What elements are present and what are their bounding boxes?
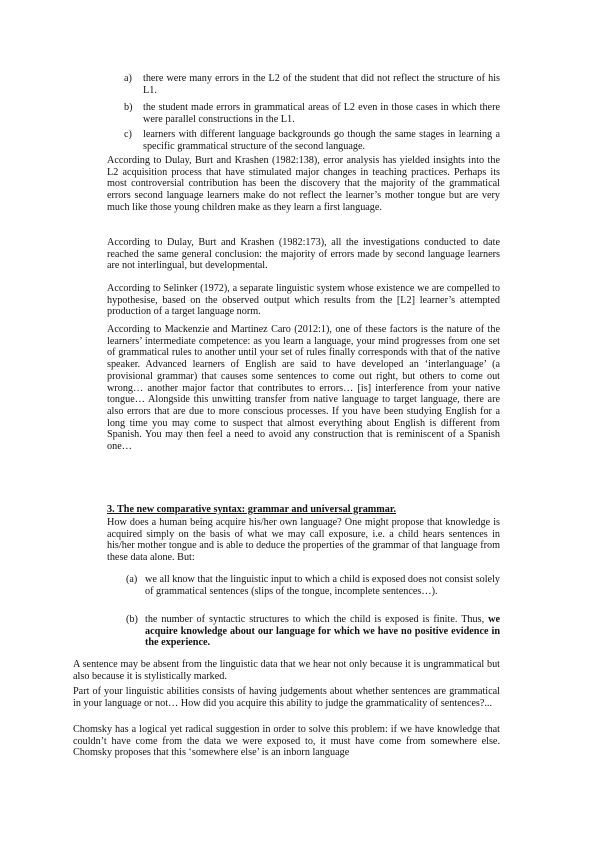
list-item-label: a) <box>124 73 132 84</box>
list-item-label: (a) <box>126 574 138 585</box>
paragraph: Part of your linguistic abilities consists of having judgements about whether sentences are grammatical in your language or not… How did you acquire this ability to judge the grammaticality of sentences?... <box>73 686 500 709</box>
emphasis-text: we acquire knowledge about our language for which we have no positive evidence in the experience. <box>145 614 501 649</box>
paragraph: How does a human being acquire his/her own language? One might propose that knowledge is acquired simply on the basis of what we may call exposure, i.e. a child hears sentences in his/her mother tongue and is able to deduce the properties of the grammar of that language from these data alone. But: <box>107 517 500 564</box>
list-item-label: (b) <box>126 614 138 625</box>
list-item-plain: the number of syntactic structures to which the child is exposed is finite. Thus, <box>145 614 485 625</box>
paragraph: According to Mackenzie and Martinez Caro (2012:1), one of these factors is the nature of the learners’ intermediate competence: as you learn a language, your mind progresses from one set of grammatical rules to another until your set of rules finally corresponds with that of the native speaker. Advanced learners of English are said to have developed an ‘interlanguage’ (a provisional grammar) that causes some sentences to come out right, but others to come out wrong… another major factor that contributes to errors… [is] interference from your native tongue… Alongside this unwitting transfer from native language to target language, there are also errors that are due to more conscious processes. If you have been studying English for a long time you may come to suspect that almost everything about English is different from Spanish. You may then feel a need to avoid any construction that is reminiscent of a Spanish one… <box>107 324 500 453</box>
list-item-text: the student made errors in grammatical areas of L2 even in those cases in which there were parallel constructions in the L1. <box>143 102 500 125</box>
paragraph: According to Selinker (1972), a separate linguistic system whose existence we are compelled to hypothesise, based on the observed output which results from the [L2] learner’s attempted production of a target language norm. <box>107 283 500 318</box>
paragraph: Chomsky has a logical yet radical suggestion in order to solve this problem: if we have knowledge that couldn’t have come from the data we were exposed to, it must have come from somewhere else. Chomsky proposes that this ‘somewhere else’ is an inborn language <box>73 724 500 759</box>
paragraph: According to Dulay, Burt and Krashen (1982:138), error analysis has yielded insights into the L2 acquisition process that have stimulated major changes in teaching practices. Perhaps its most controversial contribution has been the discovery that the majority of the grammatical errors second language learners make do not reflect the learner’s mother tongue but are very much like those young children make as they learn a first language. <box>107 155 500 213</box>
list-item-text <box>145 614 500 649</box>
list-item-label: b) <box>124 102 133 113</box>
list-item-text: there were many errors in the L2 of the student that did not reflect the structure of his L1. <box>143 73 500 96</box>
list-item-label: c) <box>124 129 132 140</box>
list-item-text: we all know that the linguistic input to which a child is exposed does not consist solely of grammatical sentences (slips of the tongue, incomplete sentences…). <box>145 574 500 597</box>
list-item-text: learners with different language backgrounds go though the same stages in learning a specific grammatical structure of the second language. <box>143 129 500 152</box>
paragraph: According to Dulay, Burt and Krashen (1982:173), all the investigations conducted to date reached the same general conclusion: the majority of errors made by second language learners are not interlingual, but developmental. <box>107 237 500 272</box>
section-heading: 3. The new comparative syntax: grammar and universal grammar. <box>107 504 397 515</box>
paragraph: A sentence may be absent from the linguistic data that we hear not only because it is ungrammatical but also because it is stylistically marked. <box>73 659 500 682</box>
